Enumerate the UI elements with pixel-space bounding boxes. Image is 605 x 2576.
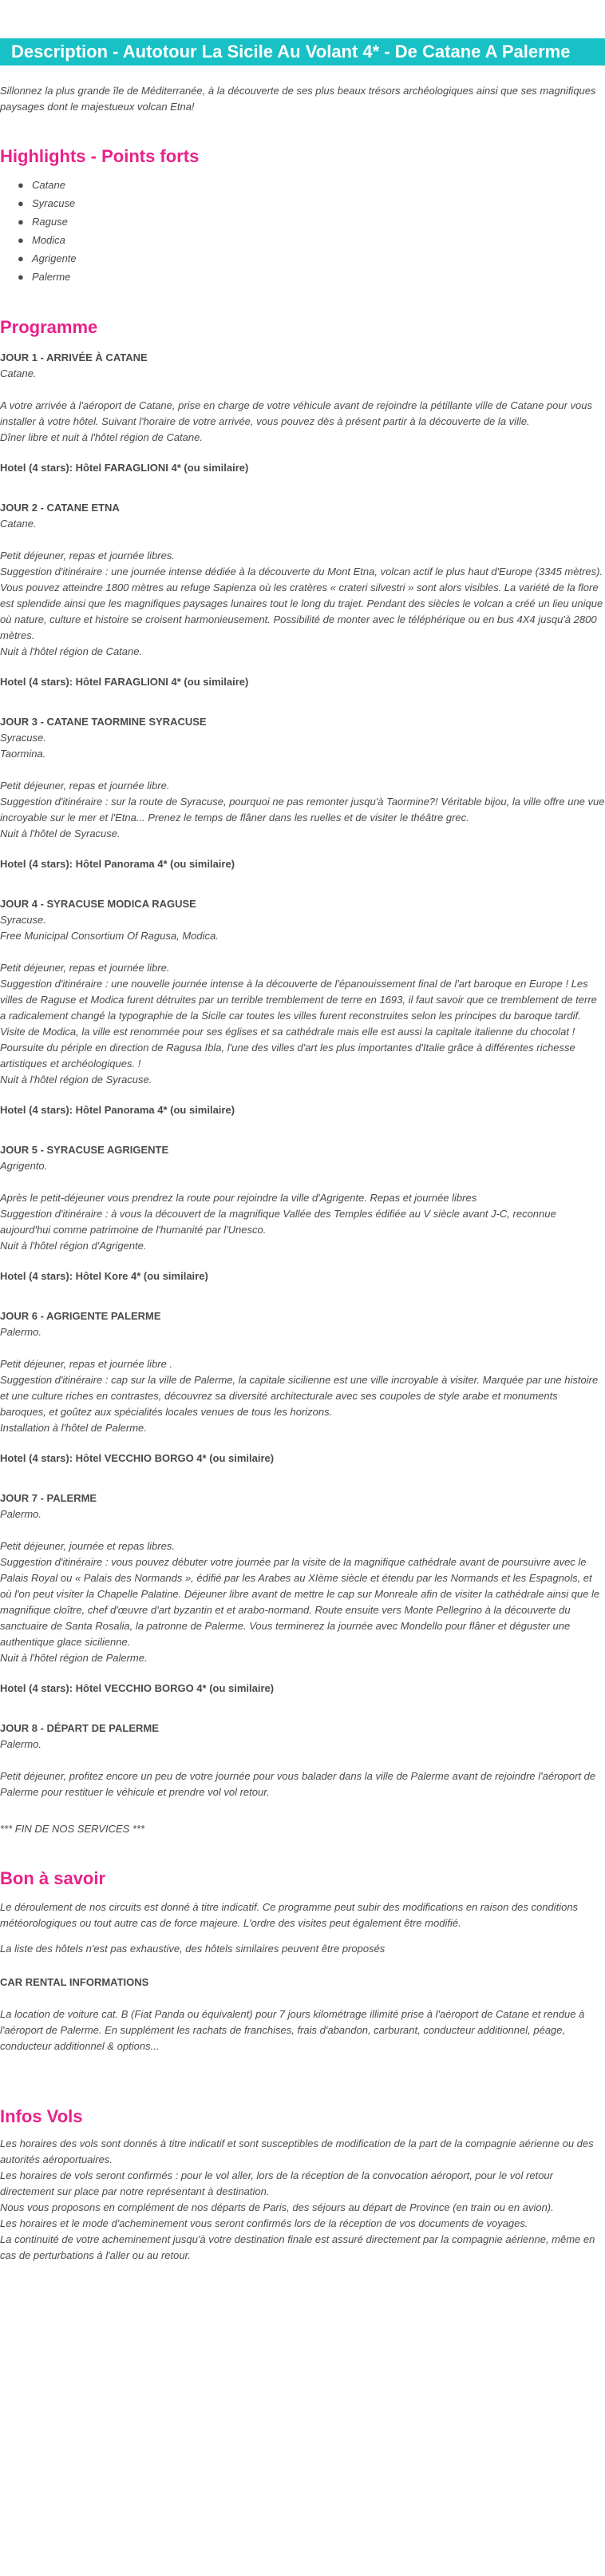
hotel-info: Hotel (4 stars): Hôtel FARAGLIONI 4* (ou similaire) xyxy=(0,462,249,474)
end-services-text: *** FIN DE NOS SERVICES *** xyxy=(0,1823,145,1835)
bullet-icon: ● xyxy=(18,179,24,191)
highlights-list xyxy=(18,176,605,286)
info-line: La continuité de votre acheminement jusqu'à votre destination finale est assuré directement par la compagnie aérienne, même en cas de perturbations à l'aller ou au retour. xyxy=(0,2233,595,2261)
list-item: ● Catane xyxy=(32,176,605,194)
programme-days xyxy=(0,350,605,1816)
info-line: Les horaires et le mode d'acheminement vous seront confirmés lors de la réception de vos documents de voyages. xyxy=(0,2217,528,2229)
hotel-info: Hotel (4 stars): Hôtel Panorama 4* (ou similaire) xyxy=(0,1104,235,1116)
day-description-line: Petit déjeuner, repas et journée libre. xyxy=(0,962,170,974)
day-place: Taormina. xyxy=(0,748,46,760)
day-description xyxy=(0,960,605,1088)
info-line: Les horaires des vols sont donnés à titre indicatif et sont susceptibles de modification de la part de la compagnie aérienne ou des autorités aéroportuaires. xyxy=(0,2137,594,2165)
day-description xyxy=(0,548,605,660)
day-description xyxy=(0,1768,605,1800)
infos-vols-text xyxy=(0,2136,605,2264)
info-line: Nous vous proposons en complément de nos départs de Paris, des séjours au départ de Province (en train ou en avion). xyxy=(0,2201,554,2213)
list-item: ● Modica xyxy=(32,231,605,249)
day-block xyxy=(0,1490,605,1697)
day-description-line: Petit déjeuner, journée et repas libres. xyxy=(0,1540,175,1552)
day-block xyxy=(0,1142,605,1284)
day-title: JOUR 5 - SYRACUSE AGRIGENTE xyxy=(0,1144,169,1156)
day-description xyxy=(0,1190,605,1254)
day-place: Agrigento. xyxy=(0,1160,48,1172)
hotel-info: Hotel (4 stars): Hôtel Panorama 4* (ou similaire) xyxy=(0,858,235,870)
bullet-icon: ● xyxy=(18,197,24,209)
list-item: ● Palerme xyxy=(32,268,605,286)
day-description-line: Petit déjeuner, repas et journée libre. xyxy=(0,780,170,792)
hotel-info: Hotel (4 stars): Hôtel FARAGLIONI 4* (ou similaire) xyxy=(0,676,249,688)
day-title: JOUR 2 - CATANE ETNA xyxy=(0,502,120,514)
day-description-line: Installation à l'hôtel de Palerme. xyxy=(0,1422,147,1434)
day-place: Free Municipal Consortium Of Ragusa, Modica. xyxy=(0,930,219,942)
intro-text: Sillonnez la plus grande île de Méditerranée, à la découverte de ses plus beaux trésors archéologiques ainsi que ses magnifiques paysages dont le majestueux volcan Etna! xyxy=(0,85,596,113)
day-description-line: Après le petit-déjeuner vous prendrez la route pour rejoindre la ville d'Agrigente. Repas et journée libres xyxy=(0,1192,477,1204)
day-block xyxy=(0,500,605,690)
day-place: Palermo. xyxy=(0,1738,42,1750)
bullet-icon: ● xyxy=(18,216,24,228)
day-description-line: Dîner libre et nuit à l'hôtel région de Catane. xyxy=(0,431,203,443)
day-title: JOUR 7 - PALERME xyxy=(0,1492,97,1504)
day-place: Palermo. xyxy=(0,1326,42,1338)
day-description-line: Suggestion d'itinéraire : à vous la découvert de la magnifique Vallée des Temples édifiée au V siècle avant J-C, reconnue aujourd'hui comme patrimoine de l'humanité par l'Unesco. xyxy=(0,1208,556,1236)
car-rental-heading: CAR RENTAL INFORMATIONS xyxy=(0,1976,149,1988)
infos-vols-heading: Infos Vols xyxy=(0,2106,83,2126)
day-description-line: Petit déjeuner, profitez encore un peu de votre journée pour vous balader dans la ville de Palerme avant de rejoindre l'aéroport de Palerme pour restituer le véhicule et prendre vol vol retour. xyxy=(0,1770,596,1798)
info-line: Les horaires de vols seront confirmés : pour le vol aller, lors de la réception de la convocation aéroport, pour le vol retour directement sur place par notre représentant à destination. xyxy=(0,2169,553,2197)
day-description-line: Suggestion d'itinéraire : une nouvelle journée intense à la découverte de l'épanouissement final de l'art baroque en Europe ! Les villes de Raguse et Modica furent détruites par un terrible tremblement de terre en 1693, il faut savoir que ce tremblement de terre a radicalement changé la typographie de la Sicile car toutes les villes furent reconstruites selon les principes du baroque tardif. Visite de Modica, la ville est renommée pour ses églises et sa cathédrale mais elle est aussi la capitale italienne du chocolat ! Poursuite du périple en direction de Ragusa Ibla, l'une des villes d'art les plus importantes d'Italie grâce à différentes richesse artistiques et archéologiques. ! xyxy=(0,978,597,1070)
day-description xyxy=(0,1538,605,1666)
day-description xyxy=(0,778,605,842)
programme-heading: Programme xyxy=(0,317,98,337)
hotel-info: Hotel (4 stars): Hôtel VECCHIO BORGO 4* (ou similaire) xyxy=(0,1452,275,1464)
bullet-icon: ● xyxy=(18,252,24,264)
page xyxy=(0,38,605,2296)
day-block xyxy=(0,896,605,1118)
day-title: JOUR 3 - CATANE TAORMINE SYRACUSE xyxy=(0,716,207,728)
hotel-list-note: La liste des hôtels n'est pas exhaustive, des hôtels similaires peuvent être proposés xyxy=(0,1943,386,1955)
bon-a-savoir-heading: Bon à savoir xyxy=(0,1868,106,1888)
disclaimer-text: Le déroulement de nos circuits est donné à titre indicatif. Ce programme peut subir des modifications en raison des conditions météorologiques ou tout autre cas de force majeure. L'ordre des visites peut également être modifié. xyxy=(0,1901,579,1929)
bullet-icon: ● xyxy=(18,271,24,283)
bullet-icon: ● xyxy=(18,234,24,246)
day-description-line: Suggestion d'itinéraire : sur la route de Syracuse, pourquoi ne pas remonter jusqu'à Taormine?! Véritable bijou, la ville offre une vue incroyable sur le mer et l'Etna... Prenez le temps de flâner dans les ruelles et de visiter le théâtre grec. xyxy=(0,796,605,824)
day-place: Palermo. xyxy=(0,1508,42,1520)
day-place: Catane. xyxy=(0,518,37,530)
day-title: JOUR 4 - SYRACUSE MODICA RAGUSE xyxy=(0,898,196,910)
day-description xyxy=(0,1356,605,1436)
day-block xyxy=(0,1308,605,1467)
day-block xyxy=(0,714,605,872)
day-description-line: Nuit à l'hôtel région de Catane. xyxy=(0,645,143,657)
page-title: Description - Autotour La Sicile Au Volant 4* - De Catane A Palerme xyxy=(0,38,605,65)
day-description-line: Nuit à l'hôtel région de Syracuse. xyxy=(0,1074,152,1086)
day-title: JOUR 1 - ARRIVÉE À CATANE xyxy=(0,351,148,363)
day-description-line: Suggestion d'itinéraire : cap sur la ville de Palerme, la capitale sicilienne est une ville incroyable à visiter. Marquée par une histoire et une culture riches en contrastes, découvrez sa diversité architecturale avec ses coupoles de style arabe et monuments baroques, et goûtez aux spécialités locales venues de tous les horizons. xyxy=(0,1374,599,1418)
list-item: ● Raguse xyxy=(32,212,605,231)
day-title: JOUR 8 - DÉPART DE PALERME xyxy=(0,1722,159,1734)
day-description xyxy=(0,398,605,446)
day-block xyxy=(0,1721,605,1816)
day-description-line: Petit déjeuner, repas et journée libres. xyxy=(0,550,175,562)
day-description-line: A votre arrivée à l'aéroport de Catane, prise en charge de votre véhicule avant de rejoindre la pétillante ville de Catane pour vous installer à votre hôtel. Suivant l'horaire de votre arrivée, vous pouvez dès à présent partir à la découverte de la ville. xyxy=(0,399,592,427)
day-title: JOUR 6 - AGRIGENTE PALERME xyxy=(0,1310,161,1322)
day-description-line: Petit déjeuner, repas et journée libre . xyxy=(0,1358,173,1370)
day-place: Syracuse. xyxy=(0,914,46,926)
list-item: ● Agrigente xyxy=(32,249,605,268)
hotel-info: Hotel (4 stars): Hôtel VECCHIO BORGO 4* (ou similaire) xyxy=(0,1682,275,1694)
hotel-info: Hotel (4 stars): Hôtel Kore 4* (ou similaire) xyxy=(0,1270,208,1282)
day-place: Syracuse. xyxy=(0,732,46,744)
list-item: ● Syracuse xyxy=(32,194,605,212)
car-rental-text: La location de voiture cat. B (Fiat Panda ou équivalent) pour 7 jours kilométrage illimité prise à l'aéroport de Catane et rendue à l'aéroport de Palerme. En supplément les rachats de franchises, frais d'abandon, carburant, conducteur additionnel, péage, conducteur additionnel & options... xyxy=(0,2008,585,2052)
day-block xyxy=(0,350,605,476)
day-description-line: Suggestion d'itinéraire : vous pouvez débuter votre journée par la visite de la magnifique cathédrale avant de poursuivre avec le Palais Royal ou « Palais des Normands », édifié par les Arabes au XIème siècle et étendu par les Normands et les Espagnols, et où l'on peut visiter la Chapelle Palatine. Déjeuner libre avant de mettre le cap sur Monreale afin de visiter la cathédrale ainsi que le magnifique cloître, chef d'œuvre d'art byzantin et et arabo-normand. Route ensuite vers Monte Pellegrino à la découverte du sanctuaire de Santa Rosalia, la patronne de Palerme. Vous terminerez la journée avec Mondello pour flâner et déguster une authentique glace sicilienne. xyxy=(0,1556,600,1648)
highlights-heading: Highlights - Points forts xyxy=(0,146,200,166)
day-description-line: Nuit à l'hôtel de Syracuse. xyxy=(0,828,121,839)
day-place: Catane. xyxy=(0,367,37,379)
day-description-line: Suggestion d'itinéraire : une journée intense dédiée à la découverte du Mont Etna, volcan actif le plus haut d'Europe (3345 mètres). Vous pouvez atteindre 1800 mètres au refuge Sapienza où les cratères « crateri silvestri » sont alors visibles. La variété de la flore est splendide ainsi que les magnifiques paysages lunaires tout le long du trajet. Pendant des siècles le volcan a créé un lieu unique où nature, culture et histoire se croisent harmonieusement. Possibilité de monter avec le téléphérique ou en bus 4X4 jusqu'à 2800 mètres. xyxy=(0,566,603,641)
day-description-line: Nuit à l'hôtel région d'Agrigente. xyxy=(0,1240,147,1252)
day-description-line: Nuit à l'hôtel région de Palerme. xyxy=(0,1652,148,1664)
